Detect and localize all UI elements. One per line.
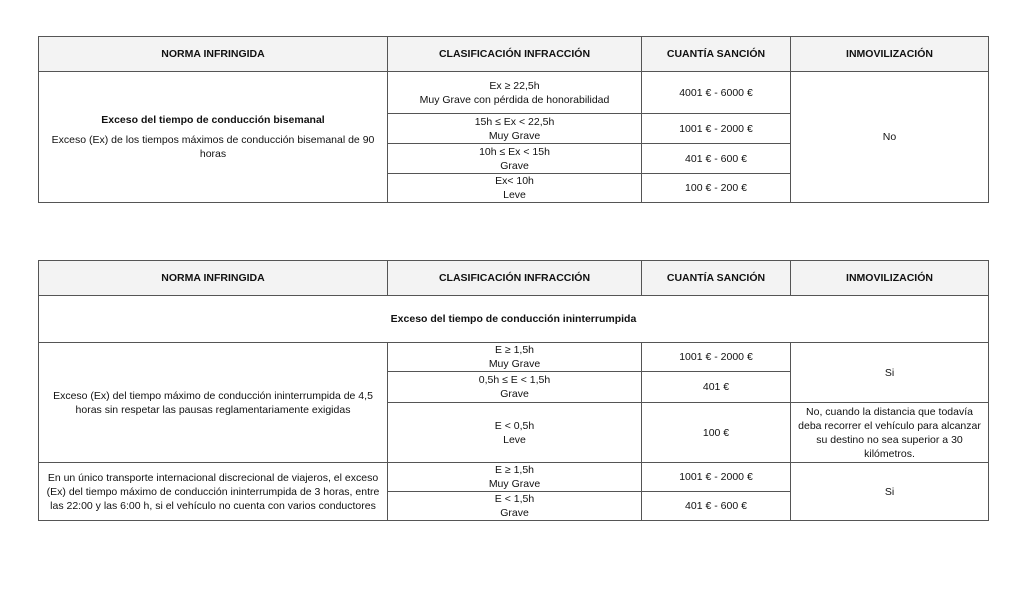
condition-text: E < 1,5h [494,493,535,505]
condition-text: 15h ≤ Ex < 22,5h [474,115,555,128]
classification-cell [388,463,642,492]
condition-text: Ex ≥ 22,5h [489,79,540,92]
grade-text: Leve [503,189,526,201]
classification-cell [388,403,642,463]
header-norm: NORMA INFRINGIDA [39,37,388,72]
condition-text: 10h ≤ Ex < 15h [479,145,550,158]
amount-cell: 1001 € - 2000 € [642,114,791,144]
header-immobilization: INMOVILIZACIÓN [791,37,989,72]
norm-cell [39,72,388,203]
header-classification: CLASIFICACIÓN INFRACCIÓN [388,261,642,296]
amount-cell: 4001 € - 6000 € [642,72,791,114]
amount-cell: 401 € - 600 € [642,492,791,521]
amount-cell: 1001 € - 2000 € [642,343,791,372]
table-row [39,343,989,372]
header-row [39,261,989,296]
grade-text: Muy Grave [488,478,541,490]
header-amount: CUANTÍA SANCIÓN [642,261,791,296]
classification-cell [388,174,642,203]
grade-text: Grave [500,388,529,400]
norm-cell: En un único transporte internacional discrecional de viajeros, el exceso (Ex) del tiempo máximo de conducción ininterrumpida de 3 horas, entre las 22:00 y las 6:00 h, si el vehículo no cuenta con varios conductores [39,463,388,521]
classification-cell [388,372,642,403]
condition-text: E ≥ 1,5h [494,464,535,476]
header-row [39,37,989,72]
condition-text: Ex< 10h [495,175,534,187]
header-classification: CLASIFICACIÓN INFRACCIÓN [388,37,642,72]
norm-description: Exceso (Ex) de los tiempos máximos de conducción bisemanal de 90 horas [51,134,375,160]
amount-cell: 401 € - 600 € [642,144,791,174]
norm-cell: Exceso (Ex) del tiempo máximo de conducción ininterrumpida de 4,5 horas sin respetar las pausas reglamentariamente exigidas [39,343,388,463]
immobilization-cell: No [791,72,989,203]
table-row [39,72,989,114]
immobilization-cell: No, cuando la distancia que todavía deba recorrer el vehículo para alcanzar su destino no sea superior a 30 kilómetros. [791,403,989,463]
condition-text: E < 0,5h [494,419,535,432]
classification-cell [388,114,642,144]
table-row [39,463,989,492]
norm-title: Exceso del tiempo de conducción bisemanal [101,114,325,126]
section-title-row [39,296,989,343]
amount-cell: 1001 € - 2000 € [642,463,791,492]
classification-cell [388,72,642,114]
classification-cell [388,343,642,372]
condition-text: E ≥ 1,5h [494,344,535,356]
grade-text: Grave [500,159,529,172]
amount-cell: 100 € [642,403,791,463]
classification-cell [388,492,642,521]
grade-text: Muy Grave con pérdida de honorabilidad [419,93,610,106]
immobilization-cell: Si [791,463,989,521]
grade-text: Muy Grave [488,129,541,142]
classification-cell [388,144,642,174]
uninterrupted-driving-table [38,260,989,521]
grade-text: Muy Grave [488,358,541,370]
amount-cell: 401 € [642,372,791,403]
amount-cell: 100 € - 200 € [642,174,791,203]
header-amount: CUANTÍA SANCIÓN [642,37,791,72]
biweekly-driving-table [38,36,989,203]
grade-text: Leve [503,433,526,446]
section-title: Exceso del tiempo de conducción ininterrumpida [39,296,989,343]
grade-text: Grave [500,507,529,519]
header-norm: NORMA INFRINGIDA [39,261,388,296]
immobilization-cell: Si [791,343,989,403]
header-immobilization: INMOVILIZACIÓN [791,261,989,296]
condition-text: 0,5h ≤ E < 1,5h [478,374,551,386]
